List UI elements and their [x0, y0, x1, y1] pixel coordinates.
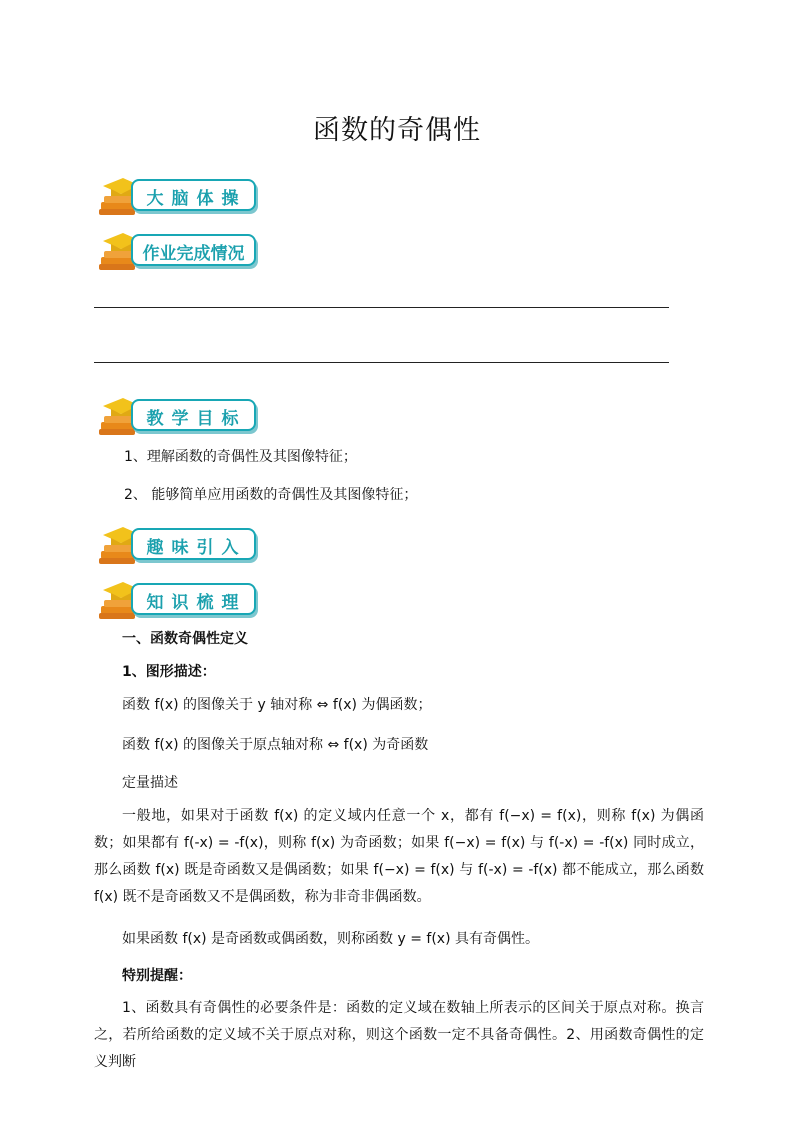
answer-line [94, 362, 669, 363]
banner-brain-exercise [97, 172, 267, 222]
even-function-graph-line: 函数 f(x) 的图像关于 y 轴对称 ⇔ f(x) 为偶函数； [122, 697, 432, 713]
subsection-heading: 1、图形描述： [122, 664, 216, 680]
page-title: 函数的奇偶性 [313, 115, 481, 146]
banner-label: 作业完成情况 [142, 244, 245, 264]
banner-teaching-goals [97, 392, 267, 442]
banner-knowledge-review [97, 576, 267, 626]
parity-paragraph: 如果函数 f(x) 是奇函数或偶函数，则称函数 y = f(x) 具有奇偶性。 [122, 931, 539, 947]
answer-line [94, 307, 669, 308]
banner-pill [131, 234, 256, 266]
banner-pill [131, 399, 256, 431]
goal-item: 2、 能够简单应用函数的奇偶性及其图像特征； [124, 487, 418, 503]
tip-heading: 特别提醒： [122, 968, 192, 984]
banner-pill [131, 583, 256, 615]
banner-fun-intro [97, 521, 267, 571]
tip-paragraph: 1、函数具有奇偶性的必要条件是：函数的定义域在数轴上所表示的区间关于原点对称。换言之，若所给函数的定义域不关于原点对称，则这个函数一定不具备奇偶性。2、用函数奇偶性的定义判断 [94, 1000, 704, 1070]
banner-pill [131, 528, 256, 560]
banner-label: 大脑体操 [146, 189, 247, 209]
odd-function-graph-line: 函数 f(x) 的图像关于原点轴对称 ⇔ f(x) 为奇函数 [122, 737, 429, 753]
goal-item: 1、理解函数的奇偶性及其图像特征； [124, 449, 357, 465]
subsection-heading: 定量描述 [122, 775, 178, 791]
banner-pill [131, 179, 256, 211]
banner-homework-status [97, 227, 267, 277]
section-heading: 一、函数奇偶性定义 [122, 631, 248, 647]
banner-label: 知识梳理 [146, 593, 247, 613]
definition-paragraph: 一般地，如果对于函数 f(x) 的定义域内任意一个 x，都有 f(−x) = f(x)，则称 f(x) 为偶函数；如果都有 f(-x) = -f(x)，则称 f(x) 为奇函数；如果 f(−x) = f(x) 与 f(-x) = -f(x) 同时成立，那么函数 f(x) 既是奇函数又是偶函数；如果 f(−x) = f(x) 与 f(-x) = -f(x) 都不能成立，那么函数 f(x) 既不是奇函数又不是偶函数，称为非奇非偶函数。 [94, 808, 704, 905]
banner-label: 教学目标 [146, 409, 247, 429]
banner-label: 趣味引入 [146, 538, 247, 558]
